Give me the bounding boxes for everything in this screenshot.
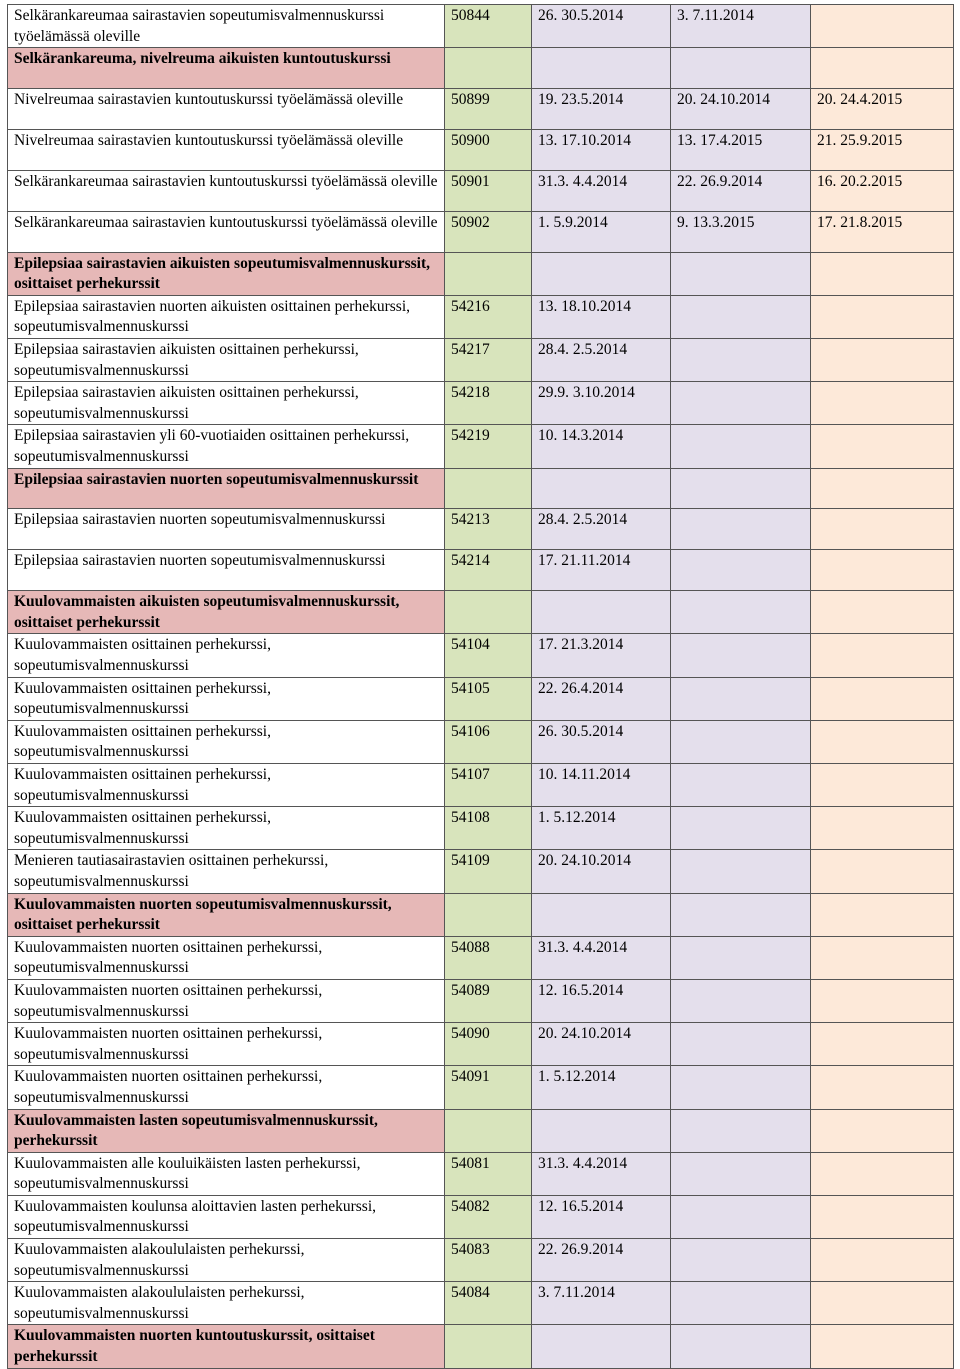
course-code-cell: 54090 (445, 1023, 532, 1066)
date-cell-3 (811, 591, 954, 634)
course-code-cell (445, 1109, 532, 1152)
course-name-cell: Kuulovammaisten alle kouluikäisten lasten perhekurssi, sopeutumisvalmennuskurssi (8, 1152, 445, 1195)
course-row (8, 89, 954, 130)
date-cell-3 (811, 634, 954, 677)
date-cell-3: 16. 20.2.2015 (811, 170, 954, 211)
date-cell-2 (671, 850, 811, 893)
date-cell-3 (811, 509, 954, 550)
course-name-cell: Selkärankareumaa sairastavien kuntoutuskurssi työelämässä oleville (8, 211, 445, 252)
section-header-row (8, 893, 954, 936)
course-code-cell: 54089 (445, 979, 532, 1022)
course-name-cell: Kuulovammaisten koulunsa aloittavien lasten perhekurssi, sopeutumisvalmennuskurssi (8, 1195, 445, 1238)
course-code-cell: 54105 (445, 677, 532, 720)
date-cell-1 (532, 893, 671, 936)
date-cell-1: 12. 16.5.2014 (532, 1195, 671, 1238)
date-cell-2 (671, 48, 811, 89)
date-cell-1: 31.3. 4.4.2014 (532, 1152, 671, 1195)
course-name-cell: Kuulovammaisten osittainen perhekurssi, sopeutumisvalmennuskurssi (8, 677, 445, 720)
course-name-cell: Epilepsiaa sairastavien nuorten aikuisten osittainen perhekurssi, sopeutumisvalmennuskurssi (8, 295, 445, 338)
date-cell-3 (811, 1325, 954, 1368)
date-cell-2 (671, 634, 811, 677)
date-cell-3 (811, 1066, 954, 1109)
course-row (8, 720, 954, 763)
course-code-cell: 54214 (445, 550, 532, 591)
date-cell-1: 1. 5.12.2014 (532, 1066, 671, 1109)
course-row (8, 1195, 954, 1238)
date-cell-1 (532, 252, 671, 295)
course-code-cell: 50902 (445, 211, 532, 252)
section-title: Kuulovammaisten aikuisten sopeutumisvalmennuskurssit, osittaiset perhekurssit (8, 591, 445, 634)
course-code-cell (445, 252, 532, 295)
date-cell-2 (671, 807, 811, 850)
course-name-cell: Epilepsiaa sairastavien aikuisten osittainen perhekurssi, sopeutumisvalmennuskurssi (8, 382, 445, 425)
date-cell-1 (532, 591, 671, 634)
date-cell-2 (671, 1109, 811, 1152)
section-title: Epilepsiaa sairastavien aikuisten sopeutumisvalmennuskurssit, osittaiset perhekurssit (8, 252, 445, 295)
section-header-row (8, 591, 954, 634)
date-cell-3 (811, 382, 954, 425)
date-cell-1: 1. 5.9.2014 (532, 211, 671, 252)
date-cell-3 (811, 468, 954, 509)
date-cell-1: 13. 17.10.2014 (532, 129, 671, 170)
course-code-cell: 54082 (445, 1195, 532, 1238)
date-cell-3 (811, 1195, 954, 1238)
date-cell-3 (811, 1152, 954, 1195)
course-name-cell: Kuulovammaisten nuorten osittainen perhekurssi, sopeutumisvalmennuskurssi (8, 936, 445, 979)
course-code-cell (445, 893, 532, 936)
course-row (8, 764, 954, 807)
date-cell-3 (811, 425, 954, 468)
date-cell-1: 17. 21.3.2014 (532, 634, 671, 677)
course-name-cell: Nivelreumaa sairastavien kuntoutuskurssi työelämässä oleville (8, 89, 445, 130)
section-title: Epilepsiaa sairastavien nuorten sopeutumisvalmennuskurssit (8, 468, 445, 509)
date-cell-1: 10. 14.11.2014 (532, 764, 671, 807)
date-cell-1: 17. 21.11.2014 (532, 550, 671, 591)
section-header-row (8, 1325, 954, 1368)
course-name-cell: Kuulovammaisten alakoululaisten perhekurssi, sopeutumisvalmennuskurssi (8, 1239, 445, 1282)
course-code-cell: 54091 (445, 1066, 532, 1109)
course-row (8, 382, 954, 425)
course-schedule-page (7, 4, 953, 1369)
date-cell-1: 19. 23.5.2014 (532, 89, 671, 130)
date-cell-2: 9. 13.3.2015 (671, 211, 811, 252)
course-row (8, 170, 954, 211)
course-code-cell: 50900 (445, 129, 532, 170)
course-name-cell: Epilepsiaa sairastavien aikuisten osittainen perhekurssi, sopeutumisvalmennuskurssi (8, 339, 445, 382)
date-cell-2: 22. 26.9.2014 (671, 170, 811, 211)
date-cell-1 (532, 1109, 671, 1152)
date-cell-3 (811, 5, 954, 48)
date-cell-3 (811, 979, 954, 1022)
date-cell-3: 20. 24.4.2015 (811, 89, 954, 130)
date-cell-3 (811, 764, 954, 807)
date-cell-2 (671, 1066, 811, 1109)
course-row (8, 509, 954, 550)
course-code-cell: 54083 (445, 1239, 532, 1282)
course-name-cell: Kuulovammaisten osittainen perhekurssi, sopeutumisvalmennuskurssi (8, 807, 445, 850)
course-row (8, 5, 954, 48)
course-row (8, 425, 954, 468)
date-cell-1: 22. 26.4.2014 (532, 677, 671, 720)
course-code-cell: 54104 (445, 634, 532, 677)
section-header-row (8, 252, 954, 295)
course-code-cell: 50899 (445, 89, 532, 130)
section-header-row (8, 1109, 954, 1152)
course-name-cell: Selkärankareumaa sairastavien sopeutumisvalmennuskurssi työelämässä oleville (8, 5, 445, 48)
date-cell-2 (671, 936, 811, 979)
date-cell-2 (671, 764, 811, 807)
course-code-cell: 54108 (445, 807, 532, 850)
course-row (8, 550, 954, 591)
date-cell-2 (671, 295, 811, 338)
course-name-cell: Nivelreumaa sairastavien kuntoutuskurssi työelämässä oleville (8, 129, 445, 170)
date-cell-1: 28.4. 2.5.2014 (532, 339, 671, 382)
date-cell-3 (811, 850, 954, 893)
date-cell-2 (671, 677, 811, 720)
course-schedule-table (7, 4, 954, 1369)
date-cell-1: 10. 14.3.2014 (532, 425, 671, 468)
date-cell-3: 21. 25.9.2015 (811, 129, 954, 170)
date-cell-3 (811, 1109, 954, 1152)
date-cell-2 (671, 339, 811, 382)
date-cell-2 (671, 382, 811, 425)
course-code-cell: 54109 (445, 850, 532, 893)
course-code-cell: 54107 (445, 764, 532, 807)
section-title: Selkärankareuma, nivelreuma aikuisten kuntoutuskurssi (8, 48, 445, 89)
date-cell-3: 17. 21.8.2015 (811, 211, 954, 252)
date-cell-1: 3. 7.11.2014 (532, 1282, 671, 1325)
course-row (8, 936, 954, 979)
date-cell-1: 26. 30.5.2014 (532, 5, 671, 48)
date-cell-3 (811, 48, 954, 89)
course-row (8, 1023, 954, 1066)
section-header-row (8, 468, 954, 509)
course-row (8, 1066, 954, 1109)
course-name-cell: Kuulovammaisten osittainen perhekurssi, sopeutumisvalmennuskurssi (8, 764, 445, 807)
course-code-cell: 50901 (445, 170, 532, 211)
date-cell-2: 20. 24.10.2014 (671, 89, 811, 130)
schedule-body (8, 5, 954, 1369)
course-row (8, 979, 954, 1022)
course-code-cell: 50844 (445, 5, 532, 48)
course-row (8, 211, 954, 252)
date-cell-3 (811, 1239, 954, 1282)
date-cell-1: 31.3. 4.4.2014 (532, 936, 671, 979)
course-row (8, 634, 954, 677)
date-cell-1: 29.9. 3.10.2014 (532, 382, 671, 425)
course-name-cell: Kuulovammaisten nuorten osittainen perhekurssi, sopeutumisvalmennuskurssi (8, 1066, 445, 1109)
date-cell-1: 20. 24.10.2014 (532, 1023, 671, 1066)
date-cell-3 (811, 677, 954, 720)
date-cell-2 (671, 591, 811, 634)
course-code-cell: 54213 (445, 509, 532, 550)
course-row (8, 677, 954, 720)
course-name-cell: Kuulovammaisten alakoululaisten perhekurssi, sopeutumisvalmennuskurssi (8, 1282, 445, 1325)
date-cell-3 (811, 339, 954, 382)
course-code-cell: 54088 (445, 936, 532, 979)
date-cell-2 (671, 509, 811, 550)
date-cell-2 (671, 425, 811, 468)
section-title: Kuulovammaisten lasten sopeutumisvalmennuskurssit, perhekurssit (8, 1109, 445, 1152)
course-code-cell: 54216 (445, 295, 532, 338)
date-cell-1: 12. 16.5.2014 (532, 979, 671, 1022)
course-name-cell: Epilepsiaa sairastavien nuorten sopeutumisvalmennuskurssi (8, 550, 445, 591)
date-cell-2 (671, 1239, 811, 1282)
date-cell-3 (811, 550, 954, 591)
date-cell-3 (811, 936, 954, 979)
course-code-cell: 54084 (445, 1282, 532, 1325)
course-name-cell: Kuulovammaisten osittainen perhekurssi, sopeutumisvalmennuskurssi (8, 634, 445, 677)
date-cell-3 (811, 720, 954, 763)
course-row (8, 1152, 954, 1195)
date-cell-2 (671, 1325, 811, 1368)
section-header-row (8, 48, 954, 89)
date-cell-1: 28.4. 2.5.2014 (532, 509, 671, 550)
course-row (8, 1282, 954, 1325)
date-cell-1: 13. 18.10.2014 (532, 295, 671, 338)
date-cell-2 (671, 550, 811, 591)
date-cell-1 (532, 48, 671, 89)
date-cell-2 (671, 720, 811, 763)
course-code-cell: 54106 (445, 720, 532, 763)
course-name-cell: Epilepsiaa sairastavien yli 60-vuotiaiden osittainen perhekurssi, sopeutumisvalmennuskurssi (8, 425, 445, 468)
course-code-cell (445, 591, 532, 634)
course-code-cell (445, 48, 532, 89)
date-cell-1: 26. 30.5.2014 (532, 720, 671, 763)
section-title: Kuulovammaisten nuorten kuntoutuskurssit, osittaiset perhekurssit (8, 1325, 445, 1368)
date-cell-3 (811, 807, 954, 850)
course-code-cell (445, 1325, 532, 1368)
course-code-cell: 54081 (445, 1152, 532, 1195)
date-cell-2 (671, 1282, 811, 1325)
date-cell-2 (671, 893, 811, 936)
course-code-cell (445, 468, 532, 509)
date-cell-2 (671, 468, 811, 509)
course-code-cell: 54218 (445, 382, 532, 425)
date-cell-3 (811, 1023, 954, 1066)
course-name-cell: Selkärankareumaa sairastavien kuntoutuskurssi työelämässä oleville (8, 170, 445, 211)
date-cell-2 (671, 1195, 811, 1238)
date-cell-1: 20. 24.10.2014 (532, 850, 671, 893)
course-row (8, 807, 954, 850)
course-name-cell: Kuulovammaisten nuorten osittainen perhekurssi, sopeutumisvalmennuskurssi (8, 979, 445, 1022)
date-cell-2 (671, 979, 811, 1022)
course-row (8, 339, 954, 382)
course-row (8, 295, 954, 338)
course-row (8, 850, 954, 893)
date-cell-3 (811, 252, 954, 295)
date-cell-2 (671, 1152, 811, 1195)
date-cell-1 (532, 1325, 671, 1368)
course-row (8, 1239, 954, 1282)
date-cell-2 (671, 252, 811, 295)
date-cell-3 (811, 295, 954, 338)
date-cell-3 (811, 893, 954, 936)
section-title: Kuulovammaisten nuorten sopeutumisvalmennuskurssit, osittaiset perhekurssit (8, 893, 445, 936)
course-row (8, 129, 954, 170)
date-cell-2 (671, 1023, 811, 1066)
date-cell-1: 31.3. 4.4.2014 (532, 170, 671, 211)
course-code-cell: 54217 (445, 339, 532, 382)
course-code-cell: 54219 (445, 425, 532, 468)
course-name-cell: Menieren tautiasairastavien osittainen perhekurssi, sopeutumisvalmennuskurssi (8, 850, 445, 893)
course-name-cell: Epilepsiaa sairastavien nuorten sopeutumisvalmennuskurssi (8, 509, 445, 550)
date-cell-1 (532, 468, 671, 509)
course-name-cell: Kuulovammaisten osittainen perhekurssi, sopeutumisvalmennuskurssi (8, 720, 445, 763)
date-cell-2: 13. 17.4.2015 (671, 129, 811, 170)
date-cell-3 (811, 1282, 954, 1325)
date-cell-1: 1. 5.12.2014 (532, 807, 671, 850)
course-name-cell: Kuulovammaisten nuorten osittainen perhekurssi, sopeutumisvalmennuskurssi (8, 1023, 445, 1066)
date-cell-2: 3. 7.11.2014 (671, 5, 811, 48)
date-cell-1: 22. 26.9.2014 (532, 1239, 671, 1282)
